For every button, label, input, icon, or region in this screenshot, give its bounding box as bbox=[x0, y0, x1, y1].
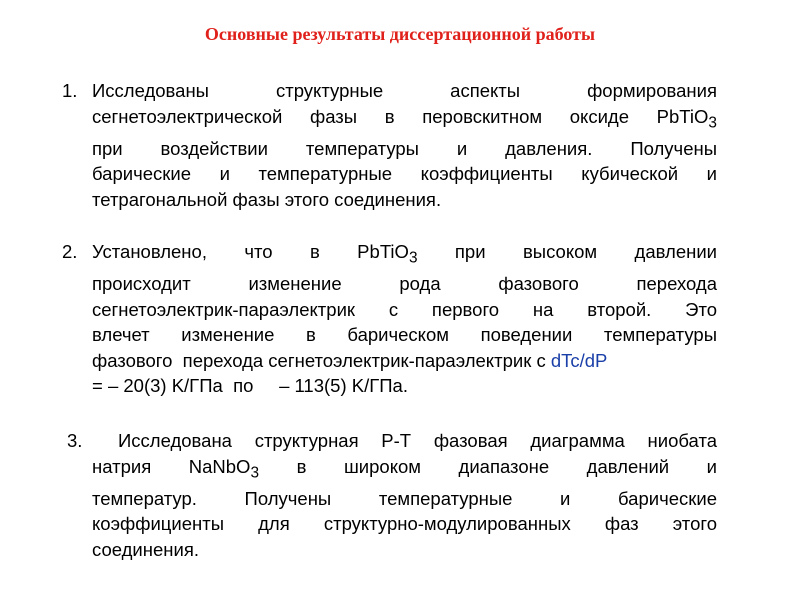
item-2-derivative-expression: dTc/dP bbox=[550, 349, 608, 371]
item-3-line-2-rest: в широком диапазоне давлений и bbox=[259, 455, 718, 477]
item-3-line-3: температур. Получены температурные и барические bbox=[92, 487, 717, 509]
item-number-3: 3. bbox=[67, 430, 83, 451]
item-3-formula-subscript: 3 bbox=[250, 464, 260, 482]
item-2-line-1 bbox=[92, 239, 717, 271]
item-3-line-1: Исследована структурная Р-Т фазовая диаграмма ниобата bbox=[118, 430, 717, 451]
item-2-line-5-text: фазового перехода сегнетоэлектрик-параэлектрик с bbox=[92, 349, 551, 371]
item-1-line-5: тетрагональной фазы этого соединения. bbox=[92, 188, 442, 210]
item-1-line-4: барические и температурные коэффициенты кубической и bbox=[92, 163, 717, 185]
item-1-line-3: при воздействии температуры и давления. Получены bbox=[92, 137, 717, 159]
item-2-line-5 bbox=[92, 348, 717, 374]
item-2-formula-subscript: 3 bbox=[408, 249, 418, 267]
item-2-line-1-text: Установлено, что в PbTiO bbox=[92, 241, 409, 262]
item-3-line-4: коэффициенты для структурно-модулированных фаз этого bbox=[92, 513, 717, 535]
item-1-line-1: Исследованы структурные аспекты формирования bbox=[92, 80, 717, 101]
item-2-line-1-rest: при высоком давлении bbox=[417, 241, 718, 262]
item-number-2: 2. bbox=[62, 241, 78, 262]
item-1-formula-subscript: 3 bbox=[708, 114, 717, 132]
item-3-line-5: соединения. bbox=[92, 538, 199, 560]
list-item-1 bbox=[92, 78, 717, 212]
list-item-2 bbox=[92, 239, 717, 399]
item-3-line-2 bbox=[92, 454, 717, 486]
item-2-line-4: влечет изменение в барическом поведении температуры bbox=[92, 324, 717, 346]
item-1-line-2-text: сегнетоэлектрической фазы в перовскитном оксиде PbTiO bbox=[92, 105, 709, 127]
item-3-line-2-text: натрия NaNbO bbox=[92, 455, 251, 477]
page-title: Основные результаты диссертационной работы bbox=[204, 24, 596, 44]
list-item-3 bbox=[118, 428, 717, 454]
item-number-1: 1. bbox=[62, 80, 78, 101]
item-2-line-2: происходит изменение рода фазового перехода bbox=[92, 273, 717, 295]
list-item-3-continued bbox=[92, 454, 717, 563]
item-2-line-6: = – 20(3) K/ГПа по – 113(5) K/ГПа. bbox=[92, 375, 408, 397]
item-2-line-3: сегнетоэлектрик-параэлектрик с первого на второй. Это bbox=[92, 298, 717, 320]
item-1-line-2 bbox=[92, 104, 717, 136]
